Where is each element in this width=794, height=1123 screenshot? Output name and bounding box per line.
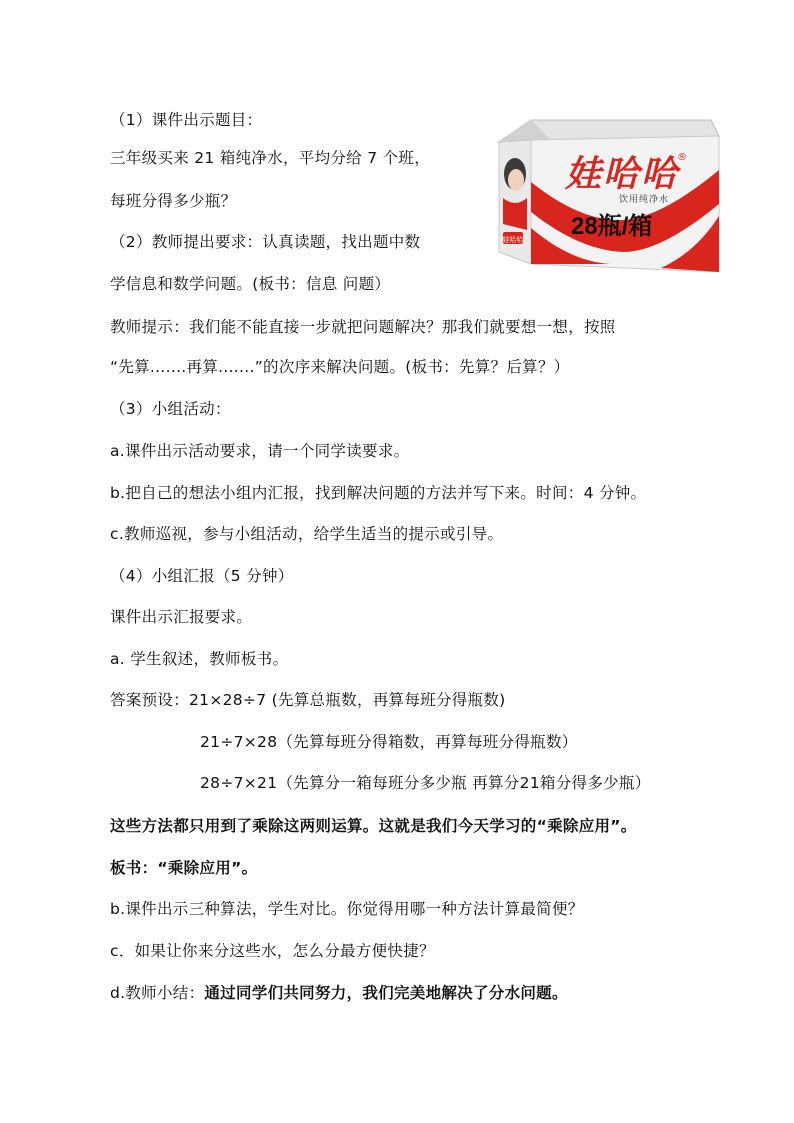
product-subtitle: 饮用纯净水 xyxy=(619,195,670,205)
bottle-count-label: 28瓶/箱 xyxy=(571,213,653,240)
teacher-summary xyxy=(110,982,568,1004)
step-2-line-1: （2）教师提出要求：认真读题，找出题中数 xyxy=(110,233,421,251)
board-title: 板书：“乘除应用”。 xyxy=(110,859,258,877)
report-requirement: 课件出示汇报要求。 xyxy=(110,608,253,626)
step-3-heading: （3）小组活动： xyxy=(110,400,231,418)
teacher-summary-bold: 通过同学们共同努力，我们完美地解决了分水问题。 xyxy=(204,984,568,1002)
step-1-heading: （1）课件出示题目： xyxy=(110,111,263,129)
step-2-line-2: 学信息和数学问题。(板书：信息 问题） xyxy=(110,275,391,293)
answer-preset-2: 21÷7×28（先算每班分得箱数，再算每班分得瓶数） xyxy=(200,733,578,751)
problem-text-line-1: 三年级买来 21 箱纯净水，平均分给 7 个班， xyxy=(110,149,430,167)
report-a: a. 学生叙述，教师板书。 xyxy=(110,650,289,668)
water-box-image xyxy=(491,112,721,272)
small-logo-text: 娃哈哈 xyxy=(502,236,524,244)
activity-a: a.课件出示活动要求，请一个同学读要求。 xyxy=(110,442,410,460)
activity-c: c.教师巡视，参与小组活动，给学生适当的提示或引导。 xyxy=(110,525,504,543)
answer-preset-1: 答案预设：21×28÷7 (先算总瓶数，再算每班分得瓶数) xyxy=(110,691,506,709)
answer-preset-3: 28÷7×21（先算分一箱每班分多少瓶 再算分21箱分得多少瓶） xyxy=(200,774,651,792)
teacher-hint-line-1: 教师提示：我们能不能直接一步就把问题解决？那我们就要想一想，按照 xyxy=(110,318,616,336)
brand-name: 娃哈哈 xyxy=(565,153,680,195)
problem-text-line-2: 每班分得多少瓶？ xyxy=(110,192,237,210)
registered-mark: ® xyxy=(677,152,687,163)
summary-statement: 这些方法都只用到了乘除这两则运算。这就是我们今天学习的“乘除应用”。 xyxy=(110,817,637,835)
teacher-hint-line-2: “先算.......再算.......”的次序来解决问题。(板书：先算？后算？） xyxy=(110,358,570,376)
teacher-summary-prefix: d.教师小结： xyxy=(110,984,205,1002)
question-c: c．如果让你来分这些水，怎么分最方便快捷？ xyxy=(110,942,435,960)
step-4-heading: （4）小组汇报（5 分钟） xyxy=(110,567,294,585)
activity-b: b.把自己的想法小组内汇报，找到解决问题的方法并写下来。时间：4 分钟。 xyxy=(110,484,647,502)
compare-b: b.课件出示三种算法，学生对比。你觉得用哪一种方法计算最简便？ xyxy=(110,900,584,918)
